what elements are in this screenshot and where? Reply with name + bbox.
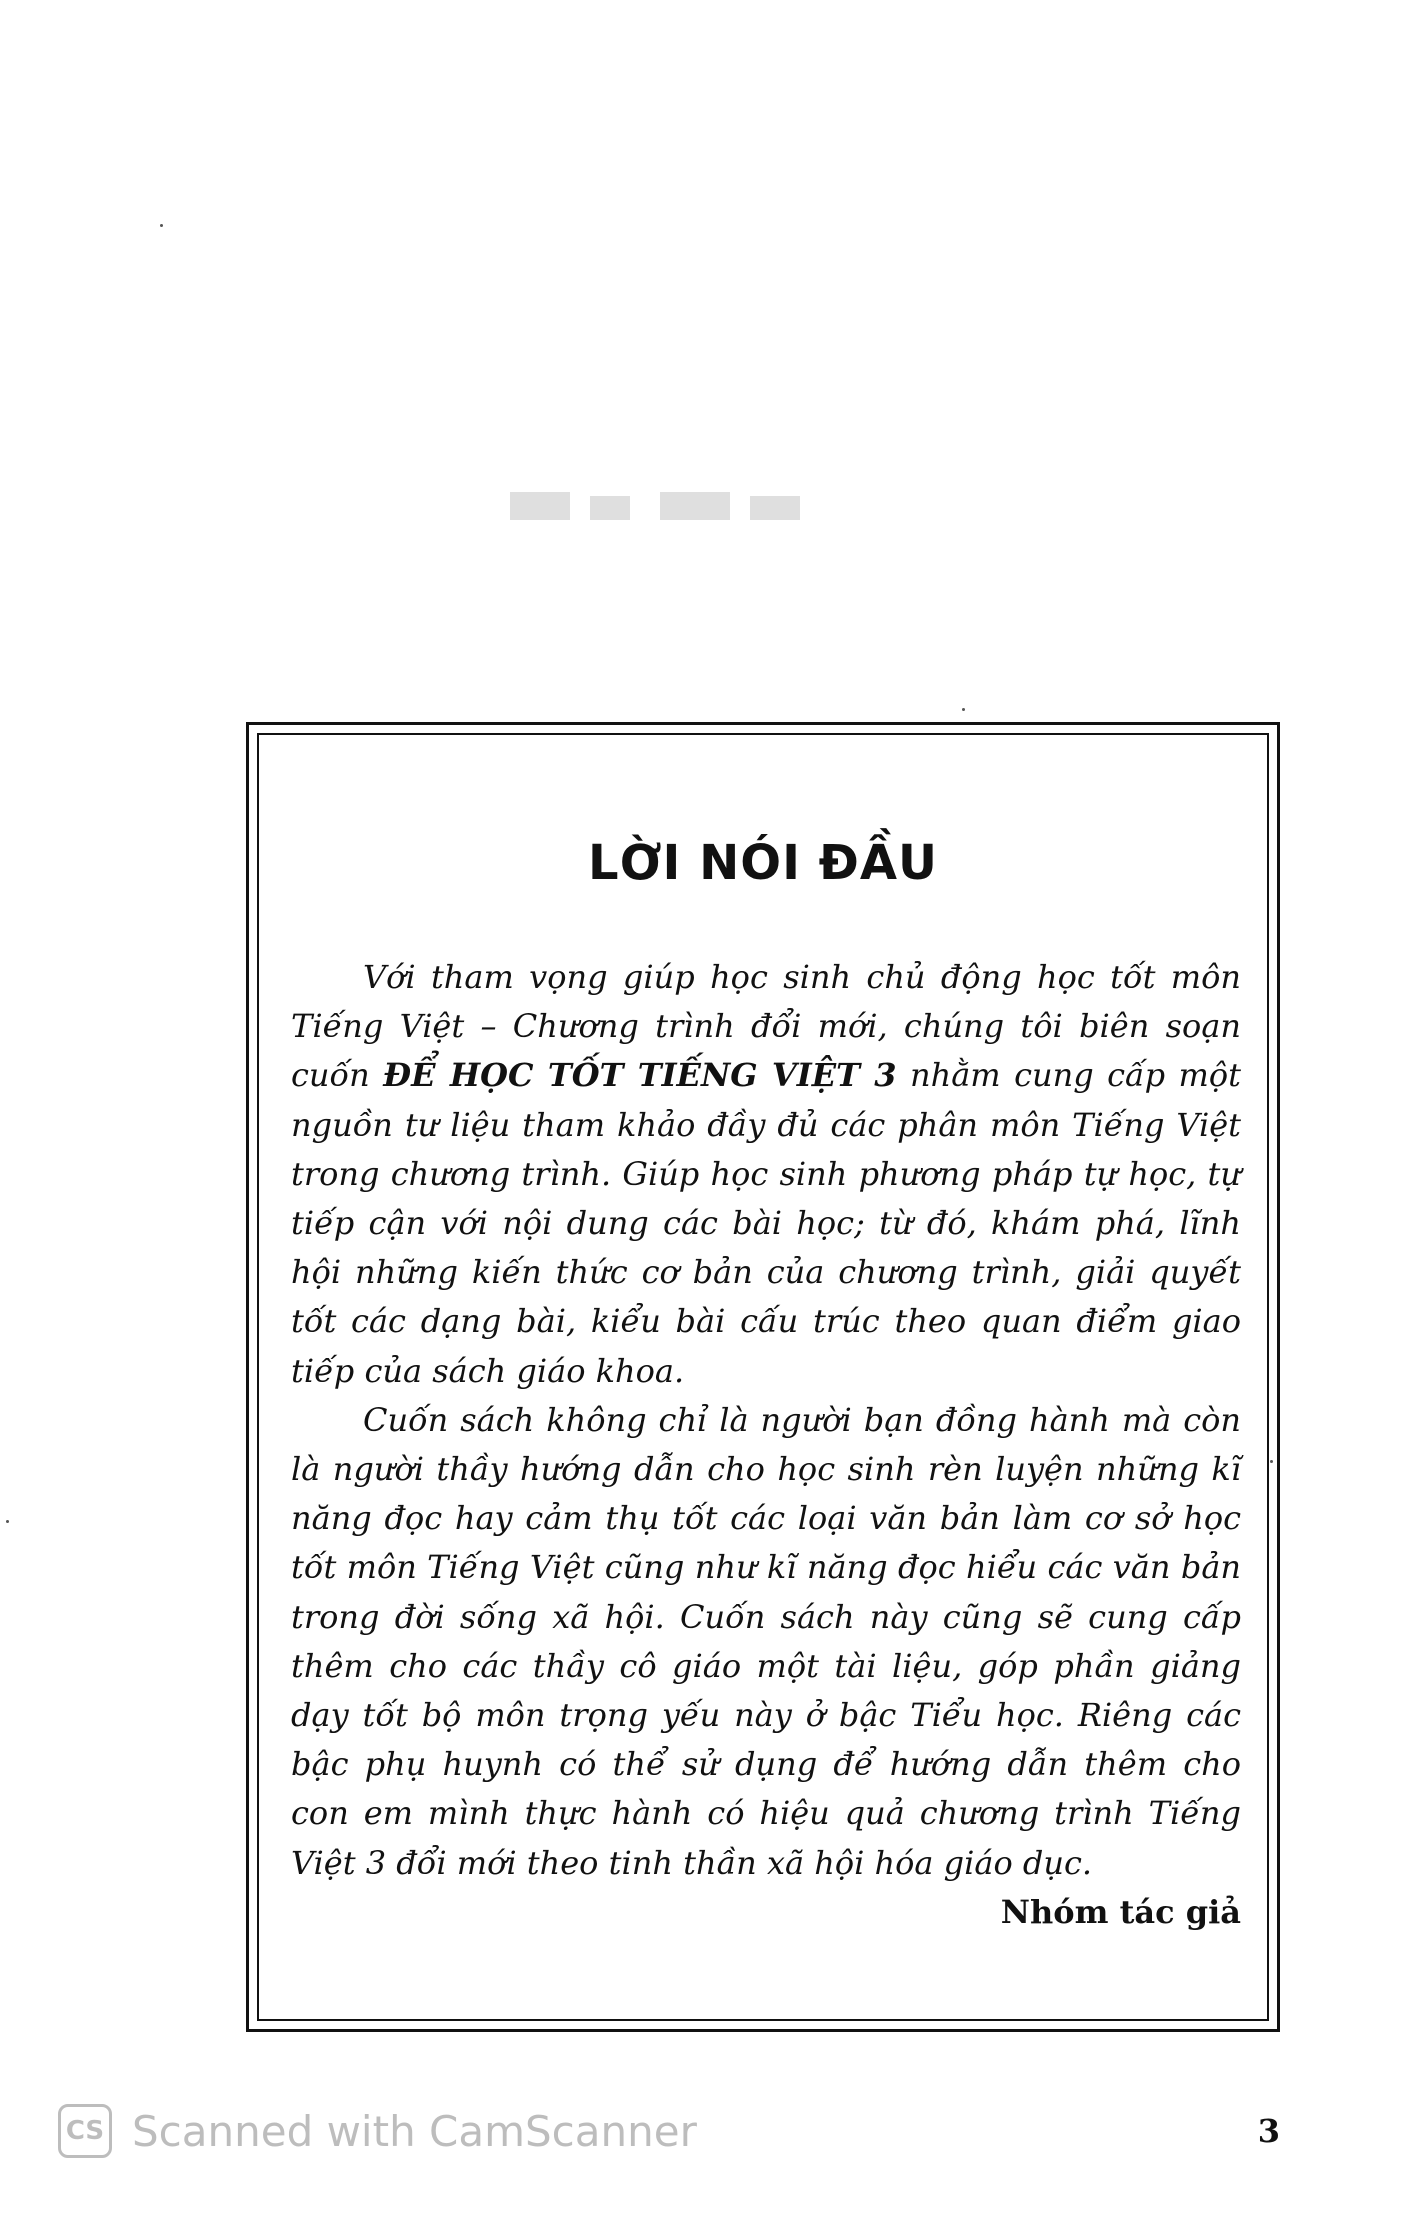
preface-frame (246, 722, 1280, 2032)
page-title: LỜI NÓI ĐẦU (588, 835, 938, 891)
camscanner-watermark (58, 2104, 697, 2158)
scan-speck (160, 224, 163, 227)
bleed-through-mark (510, 488, 800, 524)
preface-paragraph-1 (291, 953, 1241, 1396)
paragraph-1-intro: Với tham vọng giúp học sinh chủ động học tốt môn Tiếng Việt – Chương trình đổi mới, chúng tôi biên soạn cuốn (291, 958, 1241, 1095)
preface-body (291, 953, 1241, 1937)
preface-paragraph-2: Cuốn sách không chỉ là người bạn đồng hành mà còn là người thầy hướng dẫn cho học sinh rèn luyện những kĩ năng đọc hay cảm thụ tốt các loại văn bản làm cơ sở học tốt môn Tiếng Việt cũng như kĩ năng đọc hiểu các văn bản trong đời sống xã hội. Cuốn sách này cũng sẽ cung cấp thêm cho các thầy cô giáo một tài liệu, góp phần giảng dạy tốt bộ môn trọng yếu này ở bậc Tiểu học. Riêng các bậc phụ huynh có thể sử dụng để hướng dẫn thêm cho con em mình thực hành có hiệu quả chương trình Tiếng Việt 3 đổi mới theo tinh thần xã hội hóa giáo dục. (291, 1400, 1241, 1882)
scan-speck (6, 1520, 9, 1523)
watermark-text: Scanned with CamScanner (132, 2106, 697, 2156)
author-signature: Nhóm tác giả (1000, 1892, 1241, 1931)
paragraph-1-rest: nhằm cung cấp một nguồn tư liệu tham khảo đầy đủ các phân môn Tiếng Việt trong chương trình. Giúp học sinh phương pháp tự học, tự tiếp cận với nội dung các bài học; từ đó, khám phá, lĩnh hội những kiến thức cơ bản của chương trình, giải quyết tốt các dạng bài, kiểu bài cấu trúc theo quan điểm giao tiếp của sách giáo khoa. (291, 1056, 1242, 1390)
scan-speck (962, 708, 965, 711)
book-title: ĐỂ HỌC TỐT TIẾNG VIỆT 3 (383, 1056, 897, 1095)
page-number: 3 (1257, 2112, 1280, 2150)
camscanner-logo-icon: CS (58, 2104, 112, 2158)
